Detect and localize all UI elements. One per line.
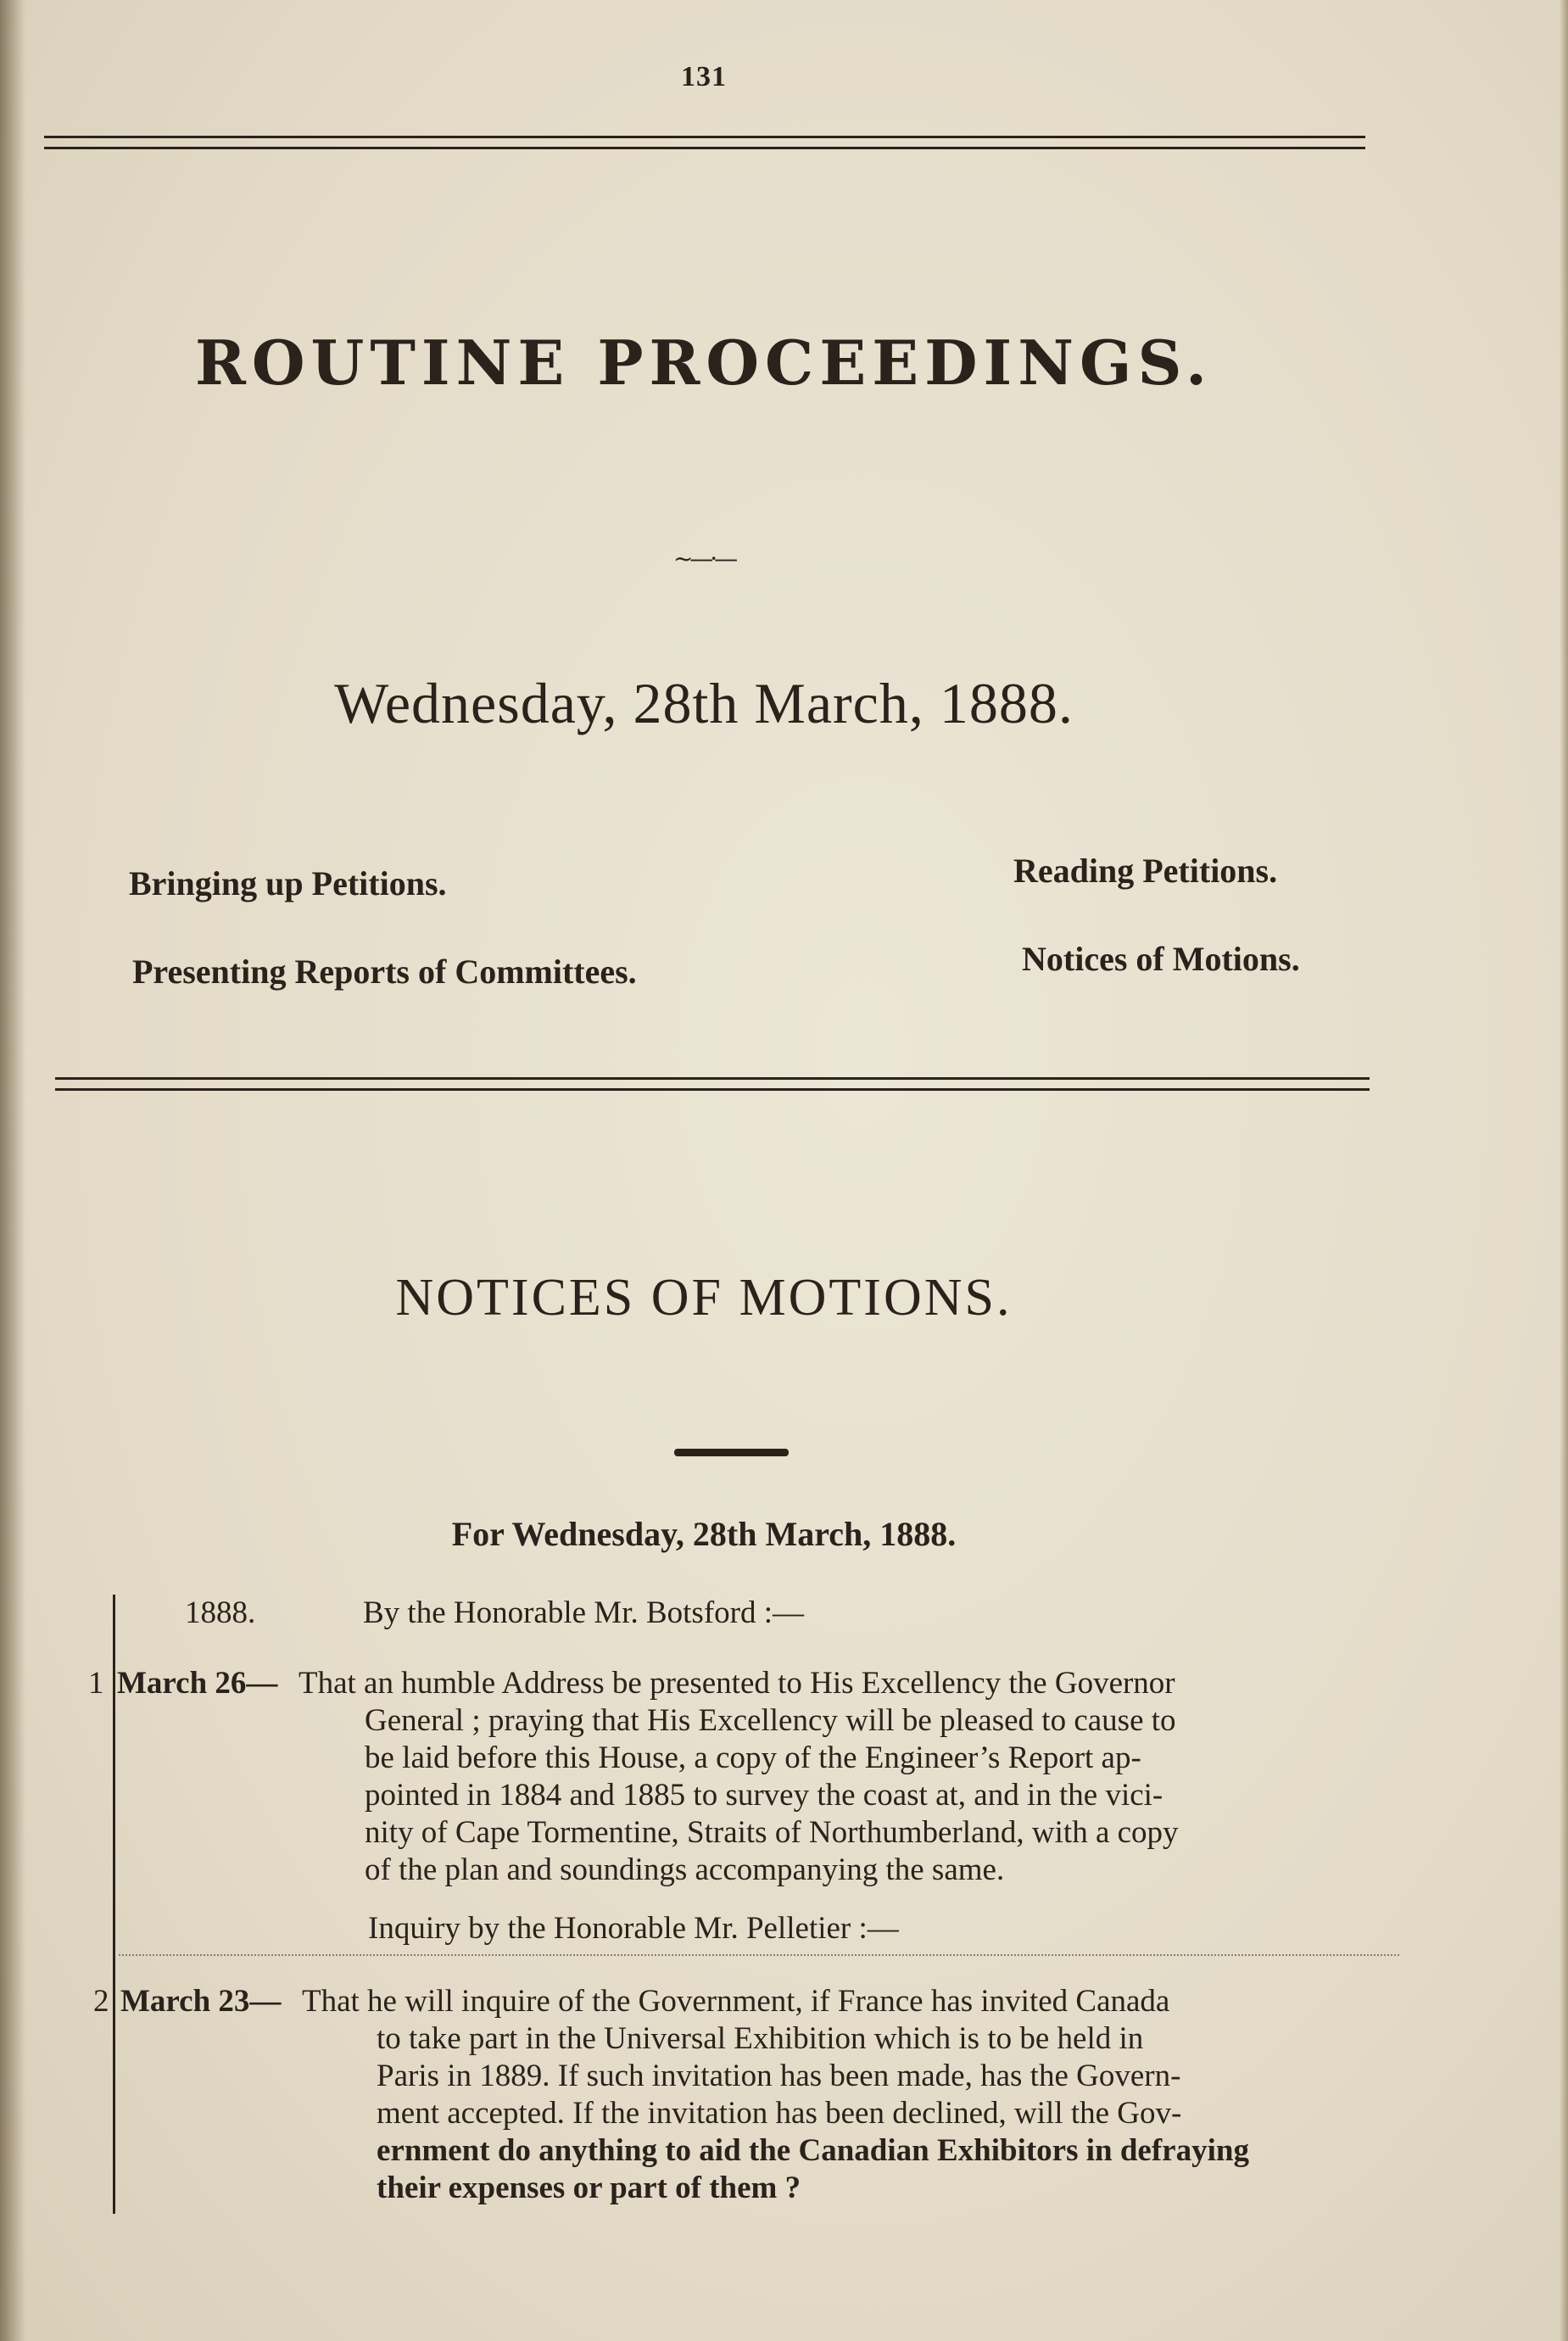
page-edge xyxy=(1560,0,1568,2341)
motion-number: 1 xyxy=(88,1666,104,1701)
notices-for-date: For Wednesday, 28th March, 1888. xyxy=(451,1515,957,1553)
ornament-divider: ~—·— xyxy=(672,545,735,573)
motion-text-line: of the plan and soundings accompanying the same. xyxy=(365,1852,1005,1887)
motion-text-line: General ; praying that His Excellency will be pleased to cause to xyxy=(365,1703,1176,1738)
motion-text-line: their expenses or part of them ? xyxy=(377,2171,801,2205)
year-label: 1888. xyxy=(185,1595,256,1630)
routine-proceedings-title: ROUTINE PROCEEDINGS. xyxy=(194,327,1214,399)
routine-item-bringing-up-petitions: Bringing up Petitions. xyxy=(129,864,447,902)
sitting-date-heading: Wednesday, 28th March, 1888. xyxy=(334,671,1074,735)
faint-divider xyxy=(119,1954,1399,1956)
page-number: 131 xyxy=(681,61,727,92)
motion-text-line: Paris in 1889. If such invitation has been made, has the Govern- xyxy=(377,2059,1181,2093)
motion-text-line: be laid before this House, a copy of the Engineer’s Report ap- xyxy=(365,1740,1141,1775)
motion-date: March 23— xyxy=(120,1984,282,2019)
motion-number: 2 xyxy=(93,1984,109,2019)
mover-line: By the Honorable Mr. Botsford :— xyxy=(363,1595,805,1630)
section-double-rule xyxy=(55,1077,1370,1091)
notices-of-motions-title: NOTICES OF MOTIONS. xyxy=(395,1269,1013,1327)
motion-text-line: to take part in the Universal Exhibition which is to be held in xyxy=(377,2021,1144,2056)
short-divider-rule xyxy=(674,1449,789,1456)
motion-text-line: That he will inquire of the Government, if France has invited Canada xyxy=(302,1984,1170,2019)
motion-text-line: ment accepted. If the invitation has been declined, will the Gov- xyxy=(377,2096,1182,2131)
motion-text-line: ernment do anything to aid the Canadian Exhibitors in defraying xyxy=(377,2133,1249,2168)
routine-item-notices-of-motions: Notices of Motions. xyxy=(1022,940,1300,978)
motion-text-line: pointed in 1884 and 1885 to survey the coast at, and in the vici- xyxy=(365,1778,1163,1813)
routine-item-presenting-reports: Presenting Reports of Committees. xyxy=(132,953,637,991)
inquiry-line: Inquiry by the Honorable Mr. Pelletier :— xyxy=(368,1911,899,1946)
motion-text-line: That an humble Address be presented to His Excellency the Governor xyxy=(299,1666,1175,1701)
margin-vertical-rule xyxy=(113,1595,115,2214)
header-double-rule xyxy=(44,136,1365,149)
motion-text-line: nity of Cape Tormentine, Straits of Northumberland, with a copy xyxy=(365,1815,1179,1850)
routine-item-reading-petitions: Reading Petitions. xyxy=(1013,852,1278,890)
motion-date: March 26— xyxy=(117,1666,278,1701)
